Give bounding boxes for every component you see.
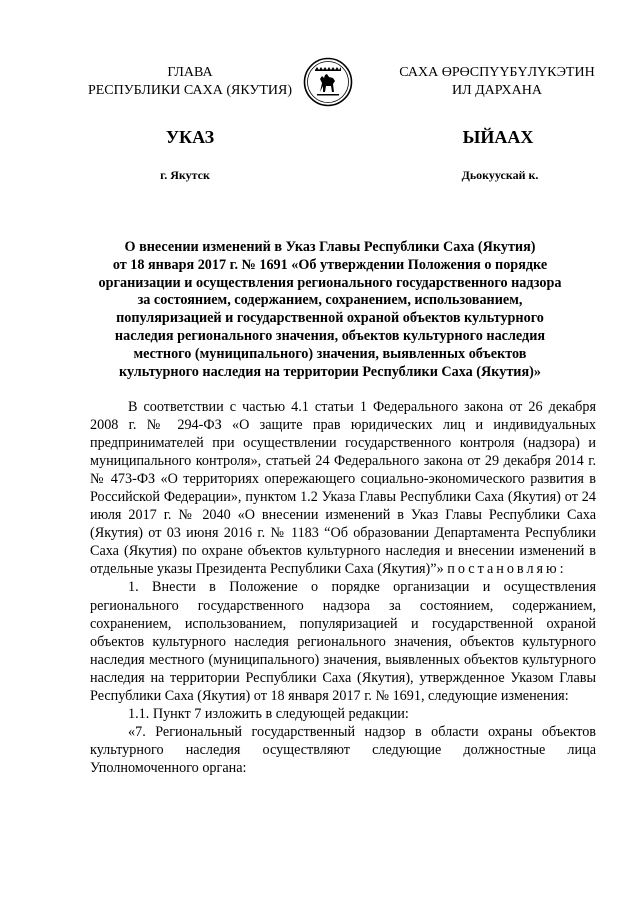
document-title [95,239,565,381]
document-body [90,398,596,777]
city-sakha: Дьокуускай к. [461,168,539,182]
issuer-subtitle-sakha: ИЛ ДАРХАНА [451,83,542,98]
title-line: за состоянием, содержанием, сохранением, использованием, [137,292,523,309]
issuer-title-sakha: САХА ӨРӨСПҮҮБҮЛҮКЭТИН [399,65,595,80]
title-line: популяризацией и государственной охраной объектов культурного [116,310,544,327]
title-line: О внесении изменений в Указ Главы Республики Саха (Якутия) [124,239,536,255]
doc-type-ru: УКАЗ [165,127,215,147]
coat-of-arms-emblem-icon [303,57,353,107]
issuer-block-sakha [382,64,612,100]
preamble-text: В соответствии с частью 4.1 статьи 1 Федерального закона от 26 декабря 2008 г. № 294-ФЗ «О защите прав юридических лиц и индивидуальных предпринимателей при осуществлении государственного контроля (надзора) и муниципального контроля», статьей 24 Федерального закона от 29 декабря 2014 г. № 473-ФЗ «О территориях опережающего социально-экономического развития в Российской Федерации», пунктом 1.2 Указа Главы Республики Саха (Якутия) от 24 июля 2017 г. № 2040 «О внесении изменений в Указ Главы Республики Саха (Якутия) от 03 июня 2016 г. № 1183 “Об образовании Департамента Республики Саха (Якутия) по охране объектов культурного наследия и внесении изменений в отдельные указы Президента Республики Саха (Якутия)”» [90,399,596,578]
issuer-subtitle-ru: РЕСПУБЛИКИ САХА (ЯКУТИЯ) [87,83,293,98]
issuer-title-ru: ГЛАВА [167,65,213,80]
preamble-paragraph [90,398,596,578]
paragraph-1: 1. Внести в Положение о порядке организации и осуществления регионального государственного надзора за состоянием, содержанием, сохранением, использованием, популяризацией и государственной охраной объектов культурного наследия регионального значения, объектов культурного наследия местного (муниципального) значения, выявленных объектов культурного наследия на территории Республики Саха (Якутия), утвержденное Указом Главы Республики Саха (Якутия) от 18 января 2017 г. № 1691, следующие изменения: [90,579,596,704]
title-line: организации и осуществления регионального государственного надзора [98,274,562,291]
title-line: от 18 января 2017 г. № 1691 «Об утверждении Положения о порядке [112,256,548,273]
doc-type-sakha: ЫЙААХ [462,127,534,147]
title-line: наследия регионального значения, объектов культурного наследия [114,327,546,344]
paragraph-1-1: 1.1. Пункт 7 изложить в следующей редакции: [128,705,409,722]
issuer-block-russian [80,64,300,100]
city-ru: г. Якутск [160,168,210,182]
paragraph-7: «7. Региональный государственный надзор в области охраны объектов культурного наследия осуществляют следующие должностные лица Уполномоченного органа: [90,723,596,776]
title-line: культурного наследия на территории Республики Саха (Якутия)» [119,363,541,380]
title-line: местного (муниципального) значения, выявленных объектов [133,345,527,362]
decree-word: постановляю: [447,561,567,578]
